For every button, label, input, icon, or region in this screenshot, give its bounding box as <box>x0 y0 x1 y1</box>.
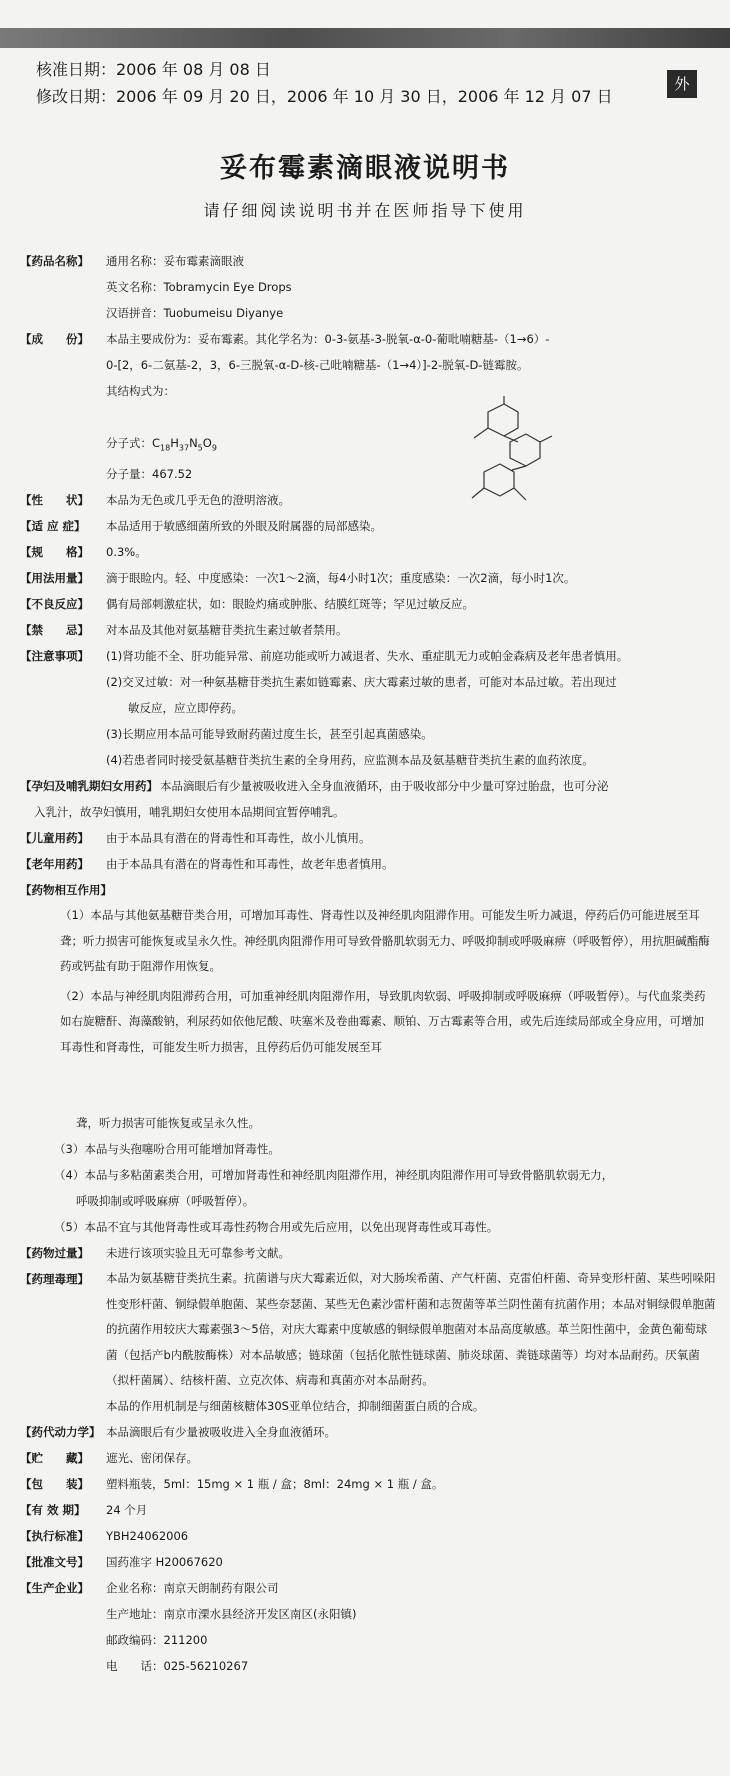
top-scan-bar <box>0 28 730 48</box>
revision-dates: 修改日期：2006 年 09 月 20 日，2006 年 10 月 30 日，2006 年 12 月 07 日 <box>36 87 613 106</box>
section-overdose: 【药物过量】 未进行该项实验且无可靠参考文献。 <box>20 1246 290 1261</box>
section-pediatric: 【儿童用药】 由于本品具有潜在的肾毒性和耳毒性，故小儿慎用。 <box>20 831 371 846</box>
section-contraindications: 【禁 忌】 对本品及其他对氨基糖苷类抗生素过敏者禁用。 <box>20 623 348 638</box>
pharmacology-text: 本品为氨基糖苷类抗生素。抗菌谱与庆大霉素近似，对大肠埃希菌、产气杆菌、克雷伯杆菌、奇异变形杆菌、某些吲哚阳性变形杆菌、铜绿假单胞菌、某些奈瑟菌、某些无色素沙雷杆菌和志贺菌等革兰阴性菌有抗菌作用；本品对铜绿假单胞菌的抗菌作用较庆大霉素强3～5倍，对庆大霉素中度敏感的铜绿假单胞菌对本品高度敏感。革兰阳性菌中，金黄色葡萄球菌（包括产b内酰胺酶株）对本品敏感；链球菌（包括化脓性链球菌、肺炎球菌、粪链球菌等）均对本品耐药。厌氧菌（拟杆菌属）、结核杆菌、立克次体、病毒和真菌亦对本品耐药。 <box>106 1271 716 1388</box>
precaution-item: (2)交叉过敏：对一种氨基糖苷类抗生素如链霉素、庆大霉素过敏的患者，可能对本品过敏。若出现过 <box>106 675 617 690</box>
section-pharmacology: 【药理毒理】 本品为氨基糖苷类抗生素。抗菌谱与庆大霉素近似，对大肠埃希菌、产气杆菌、克雷伯杆菌、奇异变形杆菌、某些吲哚阳性变形杆菌、铜绿假单胞菌、某些奈瑟菌、某些无色素沙雷杆菌和志贺菌等革兰阴性菌有抗菌作用；本品对铜绿假单胞菌的抗菌作用较庆大霉素强3～5倍，对庆大霉素中度敏感的铜绿假单胞菌对本品高度敏感。革兰阳性菌中，金黄色葡萄球菌（包括产b内酰胺酶株）对本品敏感；链球菌（包括化脓性链球菌、肺炎球菌、粪链球菌等）均对本品耐药。厌氧菌（拟杆菌属）、结核杆菌、立克次体、病毒和真菌亦对本品耐药。 本品的作用机制是与细菌核糖体30S亚单位结合，抑制细菌蛋白质的合成。 <box>20 1266 716 1419</box>
section-interactions-label: 【药物相互作用】 <box>20 883 112 898</box>
interaction-item: （5）本品不宜与其他肾毒性或耳毒性药物合用或先后应用，以免出现肾毒性或耳毒性。 <box>54 1220 499 1235</box>
generic-name: 通用名称：妥布霉素滴眼液 <box>106 254 244 268</box>
section-label: 【药品名称】 <box>20 254 89 268</box>
interaction-item: （3）本品与头孢噻吩合用可能增加肾毒性。 <box>54 1142 280 1157</box>
approval-date: 核准日期：2006 年 08 月 08 日 <box>36 60 271 79</box>
precaution-item: (1)肾功能不全、肝功能异常、前庭功能或听力减退者、失水、重症肌无力或帕金森病及老年患者慎用。 <box>106 649 629 664</box>
section-pregnancy: 【孕妇及哺乳期妇女用药】 本品滴眼后有少量被吸收进入全身血液循环，由于吸收部分中少量可穿过胎盘，也可分泌 入乳汁，故孕妇慎用，哺乳期妇女使用本品期间宜暂停哺乳。 <box>20 779 609 820</box>
page-subtitle: 请仔细阅读说明书并在医师指导下使用 <box>203 201 527 220</box>
maker-address: 生产地址：南京市溧水县经济开发区南区(永阳镇) <box>106 1607 357 1622</box>
interaction-item: （1）本品与其他氨基糖苷类合用，可增加耳毒性、肾毒性以及神经肌肉阻滞作用。可能发生听力减退，停药后仍可能进展至耳聋；听力损害可能恢复或呈永久性。神经肌肉阻滞作用可导致骨骼肌软弱无力、呼吸抑制或呼吸麻痹（呼吸暂停），用抗胆碱酯酶药或钙盐有助于阻滞作用恢复。 <box>60 908 710 974</box>
precaution-item: 敏反应，应立即停药。 <box>128 701 243 716</box>
page-title: 妥布霉素滴眼液说明书 <box>220 153 510 184</box>
section-geriatric: 【老年用药】 由于本品具有潜在的肾毒性和耳毒性，故老年患者慎用。 <box>20 857 394 872</box>
precaution-item: (4)若患者同时接受氨基糖苷类抗生素的全身用药，应监测本品及氨基糖苷类抗生素的血药浓度。 <box>106 753 594 768</box>
pinyin-name: 汉语拼音：Tuobumeisu Diyanye <box>106 306 284 320</box>
section-precautions: 【注意事项】 (1)肾功能不全、肝功能异常、前庭功能或听力减退者、失水、重症肌无力或帕金森病及老年患者慎用。 (2)交叉过敏：对一种氨基糖苷类抗生素如链霉素、庆大霉素过敏的患者，可能对本品过敏。若出现过 敏反应，应立即停药。 (3)长期应用本品可能导致耐药菌过度生长，甚至引起真菌感染。 (4)若患者同时接受氨基糖苷类抗生素的全身用药，应监测本品及氨基糖苷类抗生素的血药浓度。 <box>20 643 716 773</box>
interaction-item: （2）本品与神经肌肉阻滞药合用，可加重神经肌肉阻滞作用，导致肌肉软弱、呼吸抑制或呼吸麻痹（呼吸暂停）。与代血浆类药如右旋糖酐、海藻酸钠，利尿药如依他尼酸、呋塞米及卷曲霉素、顺铂、万古霉素等合用，或先后连续局部或全身应用，可增加耳毒性和肾毒性，可能发生听力损害，且停药后仍可能发展至耳 <box>60 988 706 1054</box>
section-character: 【性 状】 本品为无色或几乎无色的澄明溶液。 <box>20 493 290 508</box>
molecular-formula: 分子式：$C_{18}H_{37}N_5O_9$ <box>106 436 217 453</box>
maker-phone: 电 话：025-56210267 <box>106 1659 249 1674</box>
english-name: 英文名称：Tobramycin Eye Drops <box>106 280 292 294</box>
molecular-weight: 分子量：467.52 <box>106 467 193 482</box>
section-package: 【包 装】 塑料瓶装，5ml：15mg × 1 瓶 / 盒；8ml：24mg × 1 瓶 / 盒。 <box>20 1477 444 1492</box>
interaction-item: 呼吸抑制或呼吸麻痹（呼吸暂停）。 <box>76 1194 255 1209</box>
maker-zip: 邮政编码：211200 <box>106 1633 208 1648</box>
section-name <box>20 248 716 326</box>
section-adverse: 【不良反应】 偶有局部刺激症状，如：眼睑灼痛或肿胀、结膜红斑等；罕见过敏反应。 <box>20 597 474 612</box>
section-spec: 【规 格】 0.3%。 <box>20 545 147 560</box>
composition-line: 0-[2，6-二氨基-2，3，6-三脱氧-α-D-核-己吡喃糖基-（1→4）]-2-脱氧-D-链霉胺。 <box>106 358 529 372</box>
section-pharmacokinetics: 【药代动力学】 本品滴眼后有少量被吸收进入全身血液循环。 <box>20 1425 336 1440</box>
section-manufacturer: 【生产企业】 企业名称：南京天朗制药有限公司 生产地址：南京市溧水县经济开发区南区(永阳镇) 邮政编码：211200 电 话：025-56210267 <box>20 1575 716 1679</box>
external-use-badge: 外 <box>667 70 697 98</box>
maker-name: 企业名称：南京天朗制药有限公司 <box>106 1581 279 1596</box>
date-block <box>36 56 613 110</box>
section-composition <box>20 326 716 487</box>
section-dosage: 【用法用量】 滴于眼睑内。轻、中度感染：一次1～2滴，每4小时1次；重度感染：一次2滴，每小时1次。 <box>20 571 576 586</box>
section-approval: 【批准文号】 国药准字 H20067620 <box>20 1555 223 1570</box>
section-label: 【成 份】 <box>20 332 89 346</box>
composition-line: 本品主要成份为：妥布霉素。其化学名为：0-3-氨基-3-脱氧-α-0-葡吡喃糖基-（1→6）- <box>106 332 550 346</box>
composition-line: 其结构式为： <box>106 384 175 398</box>
precaution-item: (3)长期应用本品可能导致耐药菌过度生长，甚至引起真菌感染。 <box>106 727 433 742</box>
section-interactions <box>20 903 710 1060</box>
pharmacology-mechanism: 本品的作用机制是与细菌核糖体30S亚单位结合，抑制细菌蛋白质的合成。 <box>106 1398 485 1413</box>
leaflet-body <box>20 248 716 1679</box>
section-validity: 【有 效 期】 24 个月 <box>20 1503 148 1518</box>
interaction-item: （4）本品与多粘菌素类合用，可增加肾毒性和神经肌肉阻滞作用，神经肌肉阻滞作用可导致骨骼肌软弱无力， <box>54 1168 614 1183</box>
section-standard: 【执行标准】 YBH24062006 <box>20 1529 189 1544</box>
section-indication: 【适 应 症】 本品适用于敏感细菌所致的外眼及附属器的局部感染。 <box>20 519 382 534</box>
section-storage: 【贮 藏】 遮光、密闭保存。 <box>20 1451 198 1466</box>
interaction-item: 聋，听力损害可能恢复或呈永久性。 <box>76 1116 260 1131</box>
